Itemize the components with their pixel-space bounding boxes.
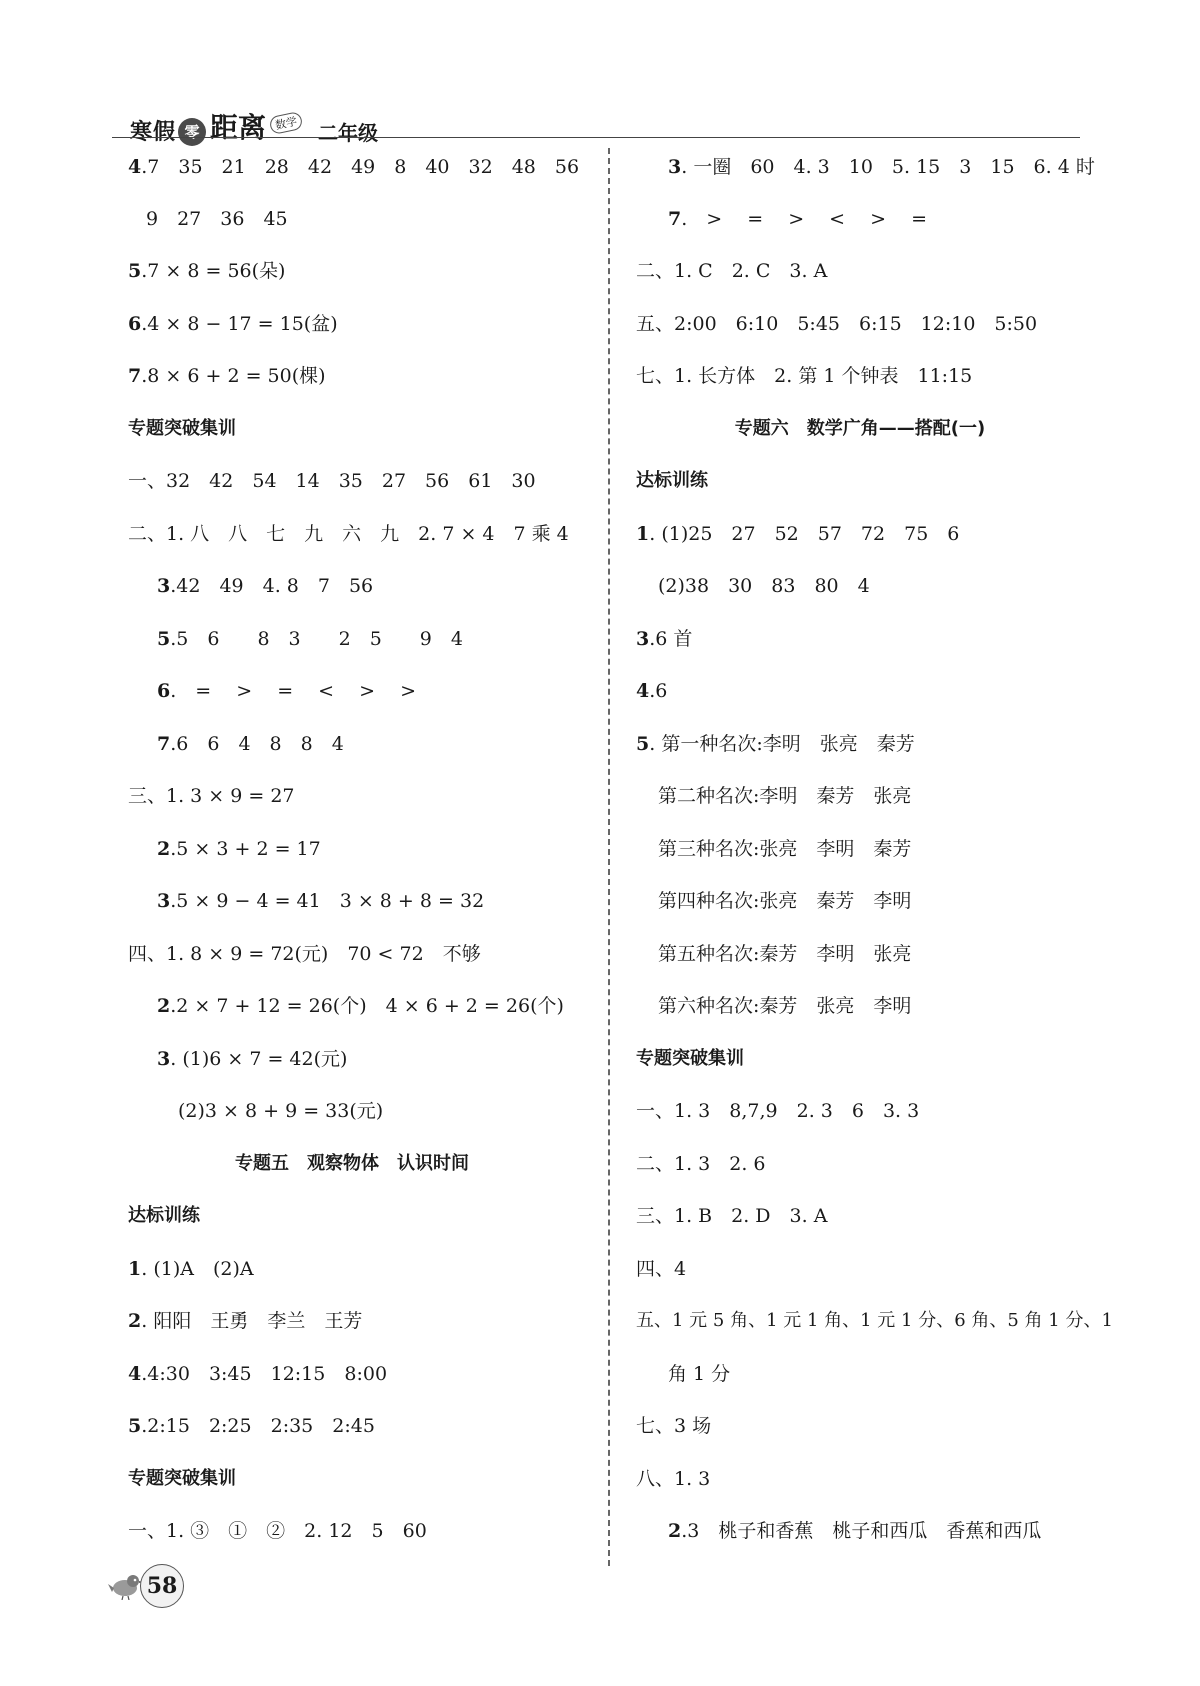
answer-line: 6.4 × 8 − 17 = 15(盆) xyxy=(128,313,338,335)
answer-line: 一、32 42 54 14 35 27 56 61 30 xyxy=(128,470,536,492)
answer-line: 5. 第一种名次:李明 张亮 秦芳 xyxy=(636,733,915,755)
answer-line: 一、1. ③ ① ② 2. 12 5 60 xyxy=(128,1520,427,1542)
answer-line: 第六种名次:秦芳 张亮 李明 xyxy=(658,995,912,1017)
answer-line: 5.2:15 2:25 2:35 2:45 xyxy=(128,1415,375,1437)
answer-line: 4.4:30 3:45 12:15 8:00 xyxy=(128,1363,388,1385)
answer-line: 五、2:00 6:10 5:45 6:15 12:10 5:50 xyxy=(636,313,1038,335)
answer-line: 1. (1)25 27 52 57 72 75 6 xyxy=(636,523,960,545)
answer-line: 二、1. 3 2. 6 xyxy=(636,1153,766,1175)
answer-line: 4.6 xyxy=(636,680,668,702)
answer-line: 第二种名次:李明 秦芳 张亮 xyxy=(658,785,912,807)
answer-line: 2.2 × 7 + 12 = 26(个) 4 × 6 + 2 = 26(个) xyxy=(157,995,564,1017)
answer-line: 1. (1)A (2)A xyxy=(128,1258,254,1280)
bird-icon xyxy=(108,1570,142,1600)
answer-line: 角 1 分 xyxy=(668,1363,731,1385)
answer-line: 七、3 场 xyxy=(636,1415,712,1437)
section-heading: 达标训练 xyxy=(636,470,708,491)
brand-title-part2: 距离 xyxy=(210,111,267,144)
answer-line: (2)3 × 8 + 9 = 33(元) xyxy=(178,1100,384,1122)
answer-line: 二、1. C 2. C 3. A xyxy=(636,260,828,282)
answer-line: 5.5 6 8 3 2 5 9 4 xyxy=(157,628,463,650)
brand-subject-tag: 数学 xyxy=(269,111,304,135)
answer-line: 9 27 36 45 xyxy=(146,208,288,230)
answer-line: 3. (1)6 × 7 = 42(元) xyxy=(157,1048,348,1070)
answer-line: 3.42 49 4. 8 7 56 xyxy=(157,575,374,597)
answer-line: 八、1. 3 xyxy=(636,1468,711,1490)
answer-line: 3.5 × 9 − 4 = 41 3 × 8 + 8 = 32 xyxy=(157,890,485,912)
answer-line: 6. = > = < > > xyxy=(157,680,416,702)
answer-line: 第四种名次:张亮 秦芳 李明 xyxy=(658,890,912,912)
answer-line: 四、1. 8 × 9 = 72(元) 70 < 72 不够 xyxy=(128,943,481,965)
answer-line: 3. 一圈 60 4. 3 10 5. 15 3 15 6. 4 时 xyxy=(668,156,1095,178)
answer-line: 第五种名次:秦芳 李明 张亮 xyxy=(658,943,912,965)
answer-line: 7. > = > < > = xyxy=(668,208,927,230)
page-header xyxy=(112,92,1080,145)
section-heading: 专题突破集训 xyxy=(128,418,236,439)
answer-line: 5.7 × 8 = 56(朵) xyxy=(128,260,286,282)
answer-line: 四、4 xyxy=(636,1258,687,1280)
answer-line: 五、1 元 5 角、1 元 1 角、1 元 1 分、6 角、5 角 1 分、1 xyxy=(636,1310,1113,1331)
answer-line: 2. 阳阳 王勇 李兰 王芳 xyxy=(128,1310,363,1332)
answer-line: 二、1. 八 八 七 九 六 九 2. 7 × 4 7 乘 4 xyxy=(128,523,569,545)
answer-line: 三、1. 3 × 9 = 27 xyxy=(128,785,295,807)
answer-line: 一、1. 3 8,7,9 2. 3 6 3. 3 xyxy=(636,1100,920,1122)
answer-line: 7.8 × 6 + 2 = 50(棵) xyxy=(128,365,326,387)
chapter-title: 专题五 观察物体 认识时间 xyxy=(235,1153,469,1174)
answer-line: 七、1. 长方体 2. 第 1 个钟表 11:15 xyxy=(636,365,973,387)
answer-line: 4.7 35 21 28 42 49 8 40 32 48 56 xyxy=(128,156,580,178)
section-heading: 专题突破集训 xyxy=(636,1048,744,1069)
answer-line: 2.3 桃子和香蕉 桃子和西瓜 香蕉和西瓜 xyxy=(668,1520,1042,1542)
section-heading: 达标训练 xyxy=(128,1205,200,1226)
header-rule xyxy=(112,137,1080,138)
answer-line: 3.6 首 xyxy=(636,628,693,650)
page-number-badge xyxy=(108,1560,208,1610)
book-brand-logo xyxy=(130,106,378,146)
brand-title-part1: 寒假 xyxy=(130,120,177,145)
answer-line: 2.5 × 3 + 2 = 17 xyxy=(157,838,321,860)
answer-line: 第三种名次:张亮 李明 秦芳 xyxy=(658,838,912,860)
grade-label: 二年级 xyxy=(318,121,379,145)
answer-line: 7.6 6 4 8 8 4 xyxy=(157,733,344,755)
chapter-title: 专题六 数学广角——搭配(一) xyxy=(734,418,986,439)
answer-line: (2)38 30 83 80 4 xyxy=(658,575,870,597)
brand-zero-badge: 零 xyxy=(178,118,206,146)
column-divider xyxy=(608,148,610,1566)
answer-line: 三、1. B 2. D 3. A xyxy=(636,1205,828,1227)
page-number: 58 xyxy=(146,1573,178,1599)
section-heading: 专题突破集训 xyxy=(128,1468,236,1489)
